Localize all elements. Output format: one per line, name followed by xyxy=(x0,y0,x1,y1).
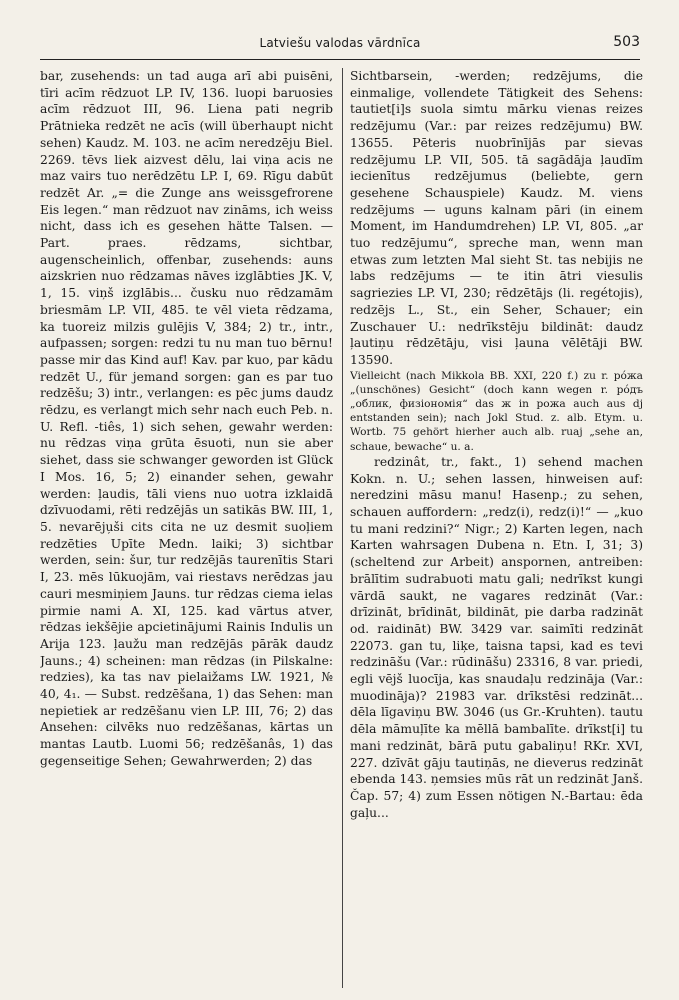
right-column xyxy=(350,68,643,988)
header-rule xyxy=(40,59,640,60)
left-column-text: bar, zusehends: un tad auga arī abi puisēni, tīri acīm rēdzuot LP. IV, 136. luopi baruosies acīm rēdzuot III, 96. Liena pati negrib Prātnieka redzēt ne acīs (will überhaupt nicht sehen) Kaudz. M. 103. ne acīm neredzēju Biel. 2269. tēvs liek aizvest dēlu, lai viņa acis ne maz vairs tuo nerēdzētu LP. I, 69. Rīgu dabūt redzēt Ar. „= die Zunge ans weissgefrorene Eis legen.“ man rēdzuot nav zināms, ich weiss nicht, dass ich es gesehen hätte Talsen. — Part. praes. rēdzams, sichtbar, augenscheinlich, offenbar, zusehends: auns aizskrien nuo rēdzamas nāves izglābties JK. V, 1, 15. viņš izglābis... čusku nuo rēdzamām briesmām LP. VII, 485. te vēl vieta rēdzama, ka tuoreiz milzis gulējis V, 384; 2) tr., intr., aufpassen; sorgen: redzi tu nu man tuo bērnu! passe mir das Kind auf! Kav. par kuo, par kādu redzēt U., für jemand sorgen: gan es par tuo redzēšu; 3) intr., verlangen: es pēc jums daudz rēdzu, es verlangt mich sehr nach euch Peb. n. U. Refl. -tiês, 1) sich sehen, gewahr werden: nu rēdzas viņa grūta ēsuoti, nun sie aber siehet, dass sie schwanger geworden ist Glück I Mos. 16, 5; 2) einander sehen, gewahr werden: ļaudis, tāli viens nuo uotra izklaidā dzīvuodami, rēti redzējās un satikās BW. III, 1, 5. nevarēju̦ši cits cita ne uz desmit suoļiem redzēties Upīte Medn. laiki; 3) sichtbar werden, sein: šur, tur redzējās taurenītis Stari I, 23. mēs lūkuojām, vai riestavs nerēdzas jau cauri mesmiņiem Jauns. tur rēdzas ciema ielas pirmie nami A. XI, 125. kad vārtus atver, rēdzas iekšējie apcietinājumi Rainis Indulis un Arija 123. ļaužu man redzējās pārāk daudz Jauns.; 4) scheinen: man rēdzas (in Pilskalne: redzies), ka tas nav pielaižams LW. 1921, № 40, 4₁. — Subst. redzēšana, 1) das Sehen: man nepietiek ar redzēšanu vien LP. III, 76; 2) das Ansehen: cilvēks nuo redzēšanas, kārtas un mantas Lautb. Luomi 56; redzēšanâs, 1) das gegenseitige Sehen; Gewahrwerden; 2) das xyxy=(40,69,333,768)
right-column-text: Sichtbarsein, -werden; redzējums, die einmalige, vollendete Tätigkeit des Sehens: tautiet[i]s suola simtu mārku vienas reizes redzējumu (Var.: par reizes redzējumu) BW. 13655. Pēteris nuobrīnījās par sievas redzējumu LP. VII, 505. tā sagādāja ļaudīm iecienītus redzējumus (beliebte, gern gesehene Schauspiele) Kaudz. M. viens redzējums — uguns kalnam pāri (in einem Moment, im Handumdrehen) LP. VI, 805. „ar tuo redzējumu“, spreche man, wenn man etwas zum letzten Mal sieht St. tas nebijis ne labs redzējums — te itin ātri viesulis sagriezies LP. VI, 230; rēdzētājs (li. regétojis), redzējs L., St., ein Seher, Schauer; ein Zuschauer U.: nedrīkstēju bildināt: daudz ļautiņu rēdzētāju, visi ļauna vēlētāji BW. 13590. xyxy=(350,69,643,367)
etymology-note: Vielleicht (nach Mikkola BB. XXI, 220 f.) zu r. ро́жа „(unschönes) Gesicht“ (doch kann wegen r. ро́дъ „облик, физіономія“ das ж in рожа auch aus dj entstanden sein); nach Jokl Stud. z. alb. Etym. u. Wortb. 75 gehört hierher auch alb. ruaj „sehe an, schaue, bewache“ u. a. xyxy=(350,369,643,453)
page-header xyxy=(40,36,640,56)
entry-redzinat: redzinât, tr., fakt., 1) sehend machen Kokn. n. U.; sehen lassen, hinweisen auf: neredzini māsu manu! Hasenp.; zu sehen, schauen auffordern: „redz(i), redz(i)!“ — „kuo tu mani redzini?“ Nigr.; 2) Karten legen, nach Karten wahrsagen Dubena n. Etn. I, 31; 3) (scheltend zur Arbeit) anspornen, antreiben: brālītim sudrabuoti matu gali; nedrīkst kungi vārdā saukt, ne vagares redzināt (Var.: drīzināt, brīdināt, bildināt, pie darba radzināt od. raidināt) BW. 3429 var. saimīti redzināt 22073. gan tu, liķe, taisna tapsi, kad es tevi redzināšu (Var.: rūdināšu) 23316, 8 var. priedi, egli vējš luocīja, kas snaudaļu redzināja (Var.: muodināja)? 21983 var. drīkstēsi redzināt... dēla līgaviņu BW. 3046 (us Gr.-Kruhten). tautu dēla māmuļīte ka mēllā bambalīte. drīkst[i] tu mani redzināt, bārā putu gabaliņu! RKr. XVI, 227. dzīvāt gāju tautiņās, ne dieverus redzināt ebenda 143. ņemsies mūs rāt un redzināt Janš. Čap. 57; 4) zum Essen nötigen N.-Bartau: ēda gaļu... xyxy=(350,454,643,820)
page-number: 503 xyxy=(613,34,640,50)
running-title: Latviešu valodas vārdnīca xyxy=(259,36,421,50)
column-divider xyxy=(342,68,343,988)
left-column xyxy=(40,68,333,988)
